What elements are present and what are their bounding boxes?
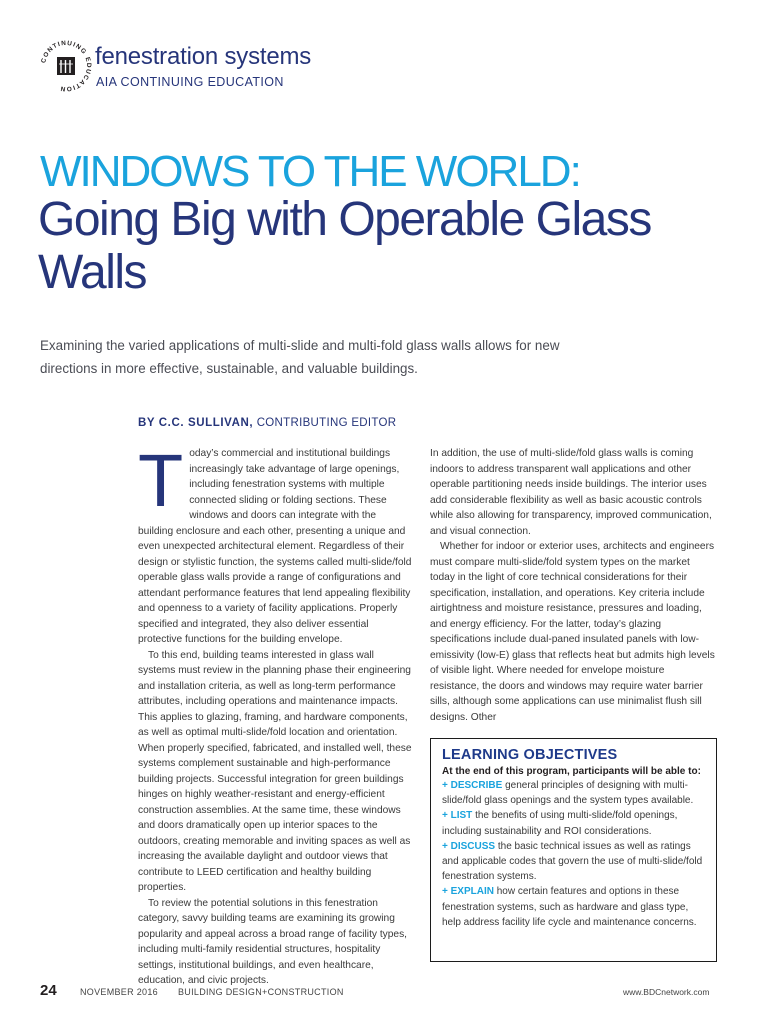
seal-text: CONTINUING EDUCATION: [40, 39, 93, 93]
objective-item: + EXPLAIN how certain features and options in these fenestration systems, such as hardware and glass type, help address facility life cycle and maintenance concerns.: [442, 886, 697, 928]
section-title: fenestration systems: [95, 43, 312, 70]
body-column-right: [430, 446, 715, 725]
body-paragraph: Today’s commercial and institutional buildings increasingly take advantage of large openings, including fenestration systems with multiple connected sliding or folding sections. These windows and doors can integrate with the building enclosure and each other, presenting a unique and even unexpected architectural element. Regardless of their design or stylistic function, the systems called multi-slide/fold operable glass walls provide a range of configurations and attendant performance features that lend appealing flexibility and openness to a variety of facility applications. Properly specified and integrated, they also deliver essential protective functions for the building envelope.: [138, 439, 412, 645]
article-title: Going Big with Operable Glass Walls: [38, 193, 651, 299]
learning-objectives-heading: LEARNING OBJECTIVES: [442, 747, 618, 763]
body-column-left: [138, 439, 414, 989]
body-paragraph: In addition, the use of multi-slide/fold glass walls is coming indoors to address transparent wall applications and other operable partitioning needs inside buildings. The interior uses add considerable flexibility as well as basic acoustic controls while also allowing for transparency, improved communication, and visual connection.: [430, 448, 712, 537]
objective-item: + LIST the benefits of using multi-slide/fold openings, including sustainability and ROI considerations.: [442, 810, 678, 837]
continuing-education-seal-icon: [34, 34, 98, 98]
objective-item: + DESCRIBE general principles of designing with multi-slide/fold glass openings and the system types available.: [442, 780, 694, 807]
article-headline: WINDOWS TO THE WORLD:: [40, 147, 580, 196]
issue-date: NOVEMBER 2016: [80, 987, 158, 997]
byline-author: BY C.C. SULLIVAN,: [138, 417, 254, 429]
body-paragraph: Whether for indoor or exterior uses, architects and engineers must compare multi-slide/fold system types on the market today in the light of core technical considerations for their specification, installation, and operations. Key criteria include airtightness and moisture resistance, pressures and loading, and energy efficiency. For the latter, today’s glazing specifications include dual-paned insulated panels with low-emissivity (low-E) glass that reflects heat but admits high levels of visible light. Where needed for envelope moisture resistance, the doors and windows may require water barrier sills, although some applications can use minimalist flush sill designs. Other: [430, 541, 715, 723]
byline-role: CONTRIBUTING EDITOR: [253, 417, 397, 429]
learning-objectives-intro: At the end of this program, participants will be able to:: [442, 766, 701, 777]
section-subtitle: AIA CONTINUING EDUCATION: [96, 75, 284, 89]
drop-cap: T: [138, 439, 184, 522]
page-number: 24: [40, 982, 57, 999]
article-deck: Examining the varied applications of multi-slide and multi-fold glass walls allows for new directions in more effective, sustainable, and valuable buildings.: [40, 338, 560, 376]
byline: [138, 417, 396, 429]
magazine-name: BUILDING DESIGN+CONSTRUCTION: [178, 987, 344, 997]
objective-item: + DISCUSS the basic technical issues as well as ratings and applicable codes that govern the use of multi-slide/fold fenestration systems.: [442, 840, 703, 883]
learning-objectives-list: [442, 778, 706, 930]
learning-objectives-box: [430, 738, 717, 962]
body-paragraph: To this end, building teams interested in glass wall systems must review in the planning phase their engineering and installation criteria, as well as long-term performance attributes, including operations and maintenance impacts. This applies to glazing, framing, and hardware components, as well as optimal multi-slide/fold location and orientation. When properly specified, fabricated, and installed well, these systems complement sustainable and high-performance building projects. Successful integration for green buildings hinges on highly weather-resistant and energy-efficient construction assemblies. At the same time, these windows and doors dramatically open up interior spaces to the outdoors, creating memorable and inviting spaces as well as increasing the available daylight and outdoor views that contribute to LEED certification and healthy building properties.: [138, 649, 412, 893]
body-paragraph: To review the potential solutions in this fenestration category, savvy building teams are examining its growing popularity and appeal across a broad range of facility types, including multi-family residential structures, hospitality settings, institutional buildings, and even healthcare, education, and civic projects.: [138, 897, 407, 986]
website-link[interactable]: www.BDCnetwork.com: [623, 987, 710, 997]
